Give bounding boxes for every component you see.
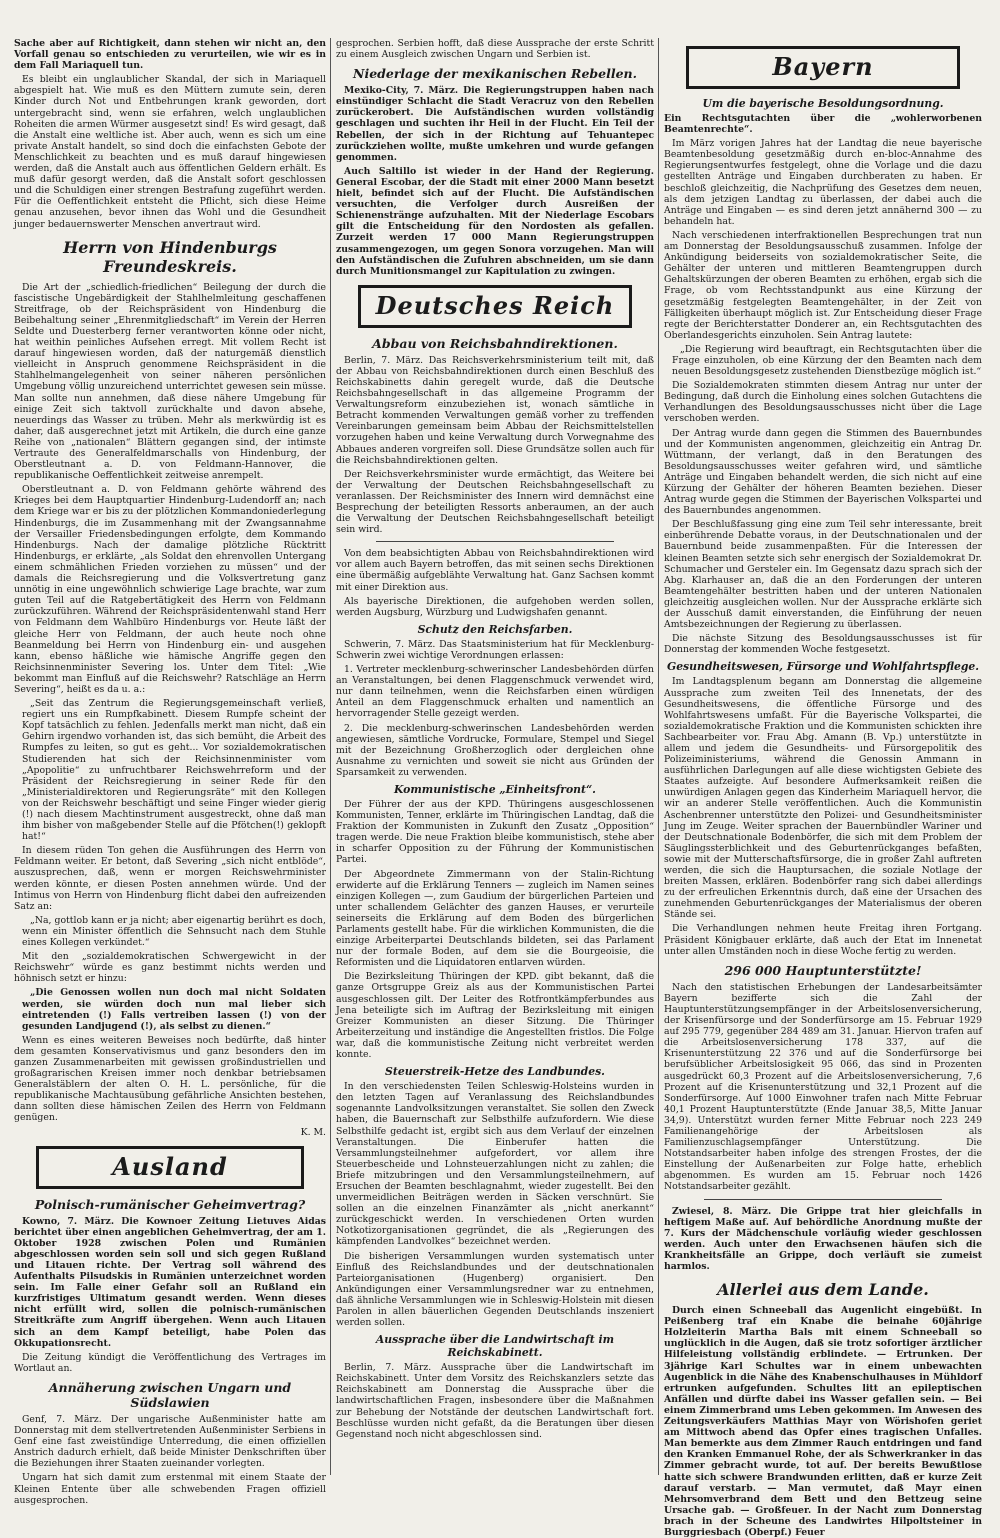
article-headline: Gesundheitswesen, Fürsorge und Wohlfahrtspflege.	[666, 660, 980, 674]
paragraph: Wenn es eines weiteren Beweises noch bedürfte, daß hinter dem gesamten Konservativismus und ganz besonders den im ganzen Zusammenarbeiten mit gewissen großindustriellen und großagrarischen Kreisen immer noch denkbar betriebsamen Generalstäblern der alten O. H. L. persönliche, für die republikanische Machtausübung gefährliche Ansichten bestehen, dann sollten diese hämischen Zeilen des Herrn von Feldmann genügen.	[14, 1034, 326, 1124]
section-header-ausland	[36, 1146, 304, 1189]
paragraph: Im Landtagsplenum begann am Donnerstag die allgemeine Aussprache zum zweiten Teil des Innenetats, der des Gesundheitswesens, die öffentliche Fürsorge und des Wohlfahrtswesens umfaßt. Für die Bayerische Volkspartei, die sozialdemokratische Fraktion und die Kommunisten schickten ihre Sachbearbeiter vor. Frau Abg. Amann (B. Vp.) unterstützte in allem und jedem die Gesundheits- und Fürsorgepolitik des Polizeiministeriums, während die Genossin Ammann in ausführlichen Darlegungen auf alle diese wichtigsten Gebiete des Staates aufzeigte. Auf besondere Aufmerksamkeit reißen die unwürdigen Anlagen gegen das Kinderheim Mariaquell hervor, die wir an anderer Stelle veröffentlichen. Auch die Kommunistin Aschenbrenner unterstützte den Polizei- und Gesundheitsminister Jung im Zeuge. Weiter sprachen der Bauernbündler Wariner und der Deutschnationale Bodenbörfer, die sich mit dem Problem der Säuglingssterblichkeit und des Geburtenrückganges befaßten, sowie mit der Mutterschaftsfürsorge, die in großer Zahl auftreten werden, die sich die Hauptursachen, die soziale Notlage der breiten Massen, erklären. Bodenbörfer rang sich dabei allerdings zu der erfreulichen Erkenntnis durch, daß eine der Ursachen des zunehmenden Geburtenrückganges der Materialismus der oberen Stände sei.	[664, 676, 982, 921]
paragraph: In diesem rüden Ton gehen die Ausführungen des Herrn von Feldmann weiter. Er betont, daß Severing „sich nicht entblöde“, auszusprechen, daß, wenn er morgen Reichswehrminister werden könnte, er diesen Posten annehmen würde. Und der Intimus von Herrn von Hindenburg flicht dabei den aufreizenden Satz an:	[14, 845, 326, 912]
article-headline: Polnisch-rumänischer Geheimvertrag?	[34, 1196, 306, 1212]
paragraph: Die bisherigen Versammlungen wurden systematisch unter Einfluß des Reichslandbundes und der deutschnationalen Parteiorganisationen (Hugenberg) organisiert. Den Ankündigungen einer Versammlungsredner war zu entnehmen, daß ähnliche Versammlungen wie in Schleswig-Holstein mit diesen Parolen in allen bäuerlichen Gegenden Deutschlands inszeniert werden sollen.	[336, 1250, 654, 1329]
article-headline: Allerlei aus dem Lande.	[717, 1280, 929, 1300]
paragraph: Zwiesel, 8. März. Die Grippe trat hier gleichfalls in heftigem Maße auf. Auf behördliche Anordnung mußte der 7. Kurs der Mädchenschule vorläufig wieder geschlossen werden. Auch unter den Erwachsenen häufen sich die Krankheitsfälle an Grippe, doch verläuft sie zumeist harmlos.	[664, 1205, 982, 1272]
paragraph: Der Führer der aus der KPD. Thüringens ausgeschlossenen Kommunisten, Tenner, erklärte im Thüringischen Landtag, daß die Fraktion der Kommunisten in Zukunft den Zusatz „Opposition“ tragen werde. Die neue Fraktion bleibe kommunistisch, stehe aber in scharfer Opposition zu der Führung der Kommunistischen Partei.	[336, 798, 654, 866]
article-headline: Kommunistische „Einheitsfront“.	[394, 782, 596, 796]
column-rule	[330, 38, 331, 1475]
paragraph: Oberstleutnant a. D. von Feldmann gehörte während des Krieges bei dem Hauptquartier Hindenburg-Ludendorff an; nach dem Kriege war er bis zu der plötzlichen Kommandoniederlegung Hindenburgs, die im Zusammenhang mit der Zwangsannahme der Versailler Friedensbedingungen erfolgte, dem Kommando Hindenburgs. Nach der damalige plötzliche Rücktritt Hindenburgs, er erklärte, „als Soldat den ehrenvollen Untergang einem schmählichen Frieden vorziehen zu müssen“ und der damals die Reichsregierung und die Volksvertretung ganz unnötig in eine ungewöhnlich schwierige Lage brachte, war zum guten Teil auf die Ratgebertätigkeit des Herrn von Feldmann zurückzuführen. Während der Reichspräsidentenwahl stand Herr von Feldmann dem Wahlbüro Hindenburgs vor. Heute läßt der gleiche Herr von Feldmann, der auch heute noch ohne Beanmeldung bei Herrn von Hindenburg ein- und ausgehen kann, ebenso häßliche wie hämische Angriffe gegen den Reichsinnenminister Severing los. Unter dem Titel: „Wie bekommt man Einfluß auf die Reichswehr? Ratschläge an Herrn Severing“, heißt es da u. a.:	[14, 484, 326, 695]
paragraph: Kowno, 7. März. Die Kownoer Zeitung Lietuves Aidas berichtet über einen angeblichen Geheimvertrag, der am 1. Oktober 1928 zwischen Polen und Rumänien abgeschlossen worden sein soll und sich gegen Rußland und Litauen richte. Der Vertrag soll während des Aufenthalts Pilsudskis in Rumänien unterzeichnet worden sein. Im Falle einer Gefahr soll an Rußland ein kurzfristiges Ultimatum gesandt werden. Wenn dieses nicht erfüllt wird, sollen die polnisch-rumänischen Streitkräfte zum Angriff übergehen. Wenn auch Litauen sich an dem Kampf beteiligt, habe Polen das Okkupationsrecht.	[14, 1215, 326, 1349]
paragraph: Genf, 7. März. Der ungarische Außenminister hatte am Donnerstag mit dem stellvertretenden Außenminister Serbiens in Genf eine fast zweistündige Unterredung, die einen offiziellen Anstrich dadurch erhielt, daß beide Minister Denkschriften über die Beziehungen ihrer Staaten zueinander vorlegten.	[14, 1413, 326, 1470]
paragraph: 2. Die mecklenburg-schwerinschen Landesbehörden werden angewiesen, sämtliche Vordrucke, Formulare, Stempel und Siegel mit der Bezeichnung Großherzoglich oder dergleichen ohne Ausnahme zu vernichten und soweit sie nicht aus Gründen der Sparsamkeit zu verwenden.	[336, 722, 654, 778]
paragraph: Der Abgeordnete Zimmermann von der Stalin-Richtung erwiderte auf die Erklärung Tenners — zugleich im Namen seines einzigen Kollegen —, zum Gaudium der bürgerlichen Parteien und unter schallendem Gelächter des ganzen Hauses, er verurteile seinerseits die Erklärung auf dem Boden des bürgerlichen Parlaments gestellt habe. Für die wirklichen Kommunisten, die die einzige Arbeiterpartei Deutschlands bildeten, sei das Parlament nur der formale Boden, auf dem sie die Bourgeoisie, die Reformisten und die Liquidatoren entlarven würden.	[336, 868, 654, 969]
article-headline: Annäherung zwischen Ungarn und Südslawien	[48, 1379, 292, 1410]
quote-paragraph: „Seit das Zentrum die Regierungsgemeinschaft verließ, regiert uns ein Rumpfkabinett. Diesem Rumpfe scheint der Kopf tatsächlich zu fehlen. Jedenfalls merkt man nicht, daß ein Gehirn irgendwo vorhanden ist, das sich bemüht, die Arbeit des Rumpfes zu leiten, so gut es geht... Vor sozialdemokratischen Studierenden hat sich der Reichsinnenminister vom „Apopolitie“ zu unfruchtbarer Reichswehrreform und der Präsident der Reichsregierung in seiner Rede für den „Ministerialdirektoren und Regierungsräte“ mit den Kollegen von der Reichswehr beschäftigt und seine Finger wieder gierig (!) nach diesem Machtinstrument ausgestreckt, ohne daß man ihm bisher von maßgebender Stelle auf die Pfötchen(!) geklopft hat!“	[22, 698, 326, 843]
article-headline: Aussprache über die Landwirtschaft im Reichskabinett.	[375, 1333, 615, 1360]
column-rule	[658, 38, 659, 1475]
section-header-bayern	[686, 46, 960, 89]
column-1	[14, 38, 326, 1506]
paragraph: Mit den „sozialdemokratischen Schwergewicht in der Reichswehr“ würde es ganz bestimmt nichts werden und höhnisch setzt er hinzu:	[14, 951, 326, 985]
article-headline: Abbau von Reichsbahndirektionen.	[372, 335, 618, 351]
paragraph: Die Bezirksleitung Thüringen der KPD. gibt bekannt, daß die ganze Ortsgruppe Greiz als aus der Kommunistischen Partei ausgeschlossen gilt. Der Leiter des Rotfrontkämpferbundes aus Jena beteiligte sich im Auftrag der Bezirksleitung mit einigen Greizer Kommunisten an dieser Sitzung. Die Thüringer Arbeiterzeitung und inständige die Angestellten fristlos. Die Folge war, daß die kommunistische Zeitung nicht verbreitet werden konnte.	[336, 971, 654, 1061]
paragraph: Nach den statistischen Erhebungen der Landesarbeitsämter Bayern bezifferte sich die Zahl der Hauptunterstützungsempfänger in der Arbeitslosenversicherung, der Krisenfürsorge und der Sonderfürsorge am 15. Februar 1929 auf 295 779, gegenüber 284 489 am 31. Januar. Hiervon trafen auf die Arbeitslosenversicherung 178 337, auf die Krisenunterstützung 22 376 und auf die Sonderfürsorge bei berufsüblicher Arbeitslosigkeit 95 066, das sind in Prozenten ausgedrückt 60,3 Prozent auf die Arbeitslosenversicherung, 7,6 Prozent auf die Krisenunterstützung und 32,1 Prozent auf die Sonderfürsorge. Auf 1000 Einwohner trafen nach Mitte Februar 40,1 Prozent Hauptunterstützte (Ende Januar 38,5, Mitte Januar 34,9). Unterstützt wurden ferner Mitte Februar noch 223 249 Familienangehörige der Arbeitslosen als Familienzuschlagsempfänger Unterstützung. Die Notstandsarbeiter haben infolge des strengen Frostes, der die Einstellung der Außenarbeiten zur Folge hatte, erheblich abgenommen. Es wurden am 15. Februar noch 1426 Notstandsarbeiter gezählt.	[664, 981, 982, 1193]
column-2	[336, 38, 654, 1475]
article-subheadline: Ein Rechtsgutachten über die „wohlerworbenen Beamtenrechte“.	[664, 113, 982, 136]
paragraph: Die Art der „schiedlich-friedlichen“ Beilegung der durch die fascistische Ungebärdigkeit der Stahlhelmleitung geschaffenen Streitfrage, ob der Reichspräsident von Hindenburg die Beibehaltung seiner „Ehrenmitgliedschaft“ im Verein der Herren Seldte und Duesterberg ferner verantworten könne oder nicht, hat weithin peinliches Aufsehen erregt. Mit vollem Recht ist darauf hingewiesen worden, daß der naturgemäß dienstlich vielleicht in Anspruch genommene Reichspräsident in die Stahlhelmangelegenheit von seiner näheren persönlichen Umgebung völlig unzureichend unterrichtet gewesen sein müsse. Man sollte nun annehmen, daß diese nähere Umgebung für einige Zeit sich taktvoll zurückhalte und davon absehe, neuerdings das Wasser zu trüben. Mehr als merkwürdig ist es daher, daß ausgerechnet jetzt mit Artikeln, die durch eine ganze Reihe von „nationalen“ Blättern gegangen sind, der intimste Vertraute des Generalfeldmarschalls von Hindenburg, der Oberstleutnant a. D. von Feldmann-Hannover, die republikanische Oeffentlichkeit zeitweise anrempelt.	[14, 281, 326, 482]
paragraph: Nach verschiedenen interfraktionellen Besprechungen trat nun am Donnerstag der Besoldungsausschuß zusammen. Infolge der Ankündigung beiderseits von sozialdemokratischer Seite, die Gehälter der unteren und mittleren Beamtengruppen durch Gehaltskürzungen der oberen Beamten zu erhöhen, ergab sich die Frage, ob vom Rechtsstandpunkt aus eine Kürzung der gesetzmäßig festgelegten Beamtengehälter, in der Zeit von Fälligkeiten überhaupt möglich ist. Zur Entscheidung dieser Frage regte der Berichterstatter Donderer an, ein Rechtsgutachten des Oberlandesgerichts einzuholen. Sein Antrag lautete:	[664, 229, 982, 341]
divider	[376, 541, 614, 542]
paragraph: Auch Saltillo ist wieder in der Hand der Regierung. General Escobar, der die Stadt mit einer 2000 Mann besetzt hielt, befindet sich auf der Flucht. Die Aufständischen versuchten, die Verfolger durch Ausreißen der Schienenstränge aufzuhalten. Mit der Niederlage Escobars gilt die Entscheidung für den Nordosten als gefallen. Zurzeit werden 17 000 Mann Regierungstruppen zusammengezogen, um gegen Sonora vorzugehen. Man will den Aufständischen die Zufuhren abschneiden, um sie dann durch Munitionsmangel zur Kapitulation zu zwingen.	[336, 165, 654, 277]
article-headline: Steuerstreik-Hetze des Landbundes.	[385, 1065, 605, 1079]
article-headline: Herrn von Hindenburgs Freundeskreis.	[63, 237, 277, 276]
paragraph: Von dem beabsichtigten Abbau von Reichsbahndirektionen wird vor allem auch Bayern betroffen, das mit seinen sechs Direktionen eine übermäßig aufgeblähte Verwaltung hat. Ganz Sachsen kommt mit einer Direktion aus.	[336, 548, 654, 593]
article-headline: 296 000 Hauptunterstützte!	[724, 962, 922, 978]
section-header-deutsches-reich	[358, 285, 632, 328]
column-3	[664, 38, 982, 1538]
section-title: Ausland	[112, 1151, 228, 1181]
paragraph: Berlin, 7. März. Aussprache über die Landwirtschaft im Reichskabinett. Unter dem Vorsitz des Reichskanzlers setzte das Reichskabinett am Donnerstag die Aussprache über die landwirtschaftlichen Fragen, insbesondere über die Maßnahmen zur Behebung der Notstände der deutschen Landwirtschaft fort. Beschlüsse wurden nicht gefaßt, da die Beratungen über diesen Gegenstand noch nicht abgeschlossen sind.	[336, 1362, 654, 1440]
section-title: Bayern	[772, 52, 874, 81]
paragraph: Der Antrag wurde dann gegen die Stimmen des Bauernbundes und der Kommunisten angenommen, gleichzeitig ein Antrag Dr. Wüttmann, der verlangt, daß in den Beratungen des Besoldungsausschusses weiter gefahren wird, und sämtliche Anträge und Eingaben behandelt werden, die sich nicht auf eine Kürzung der Gehälter der höheren Beamten beziehen. Dieser Antrag wurde gegen die Stimmen der Bayerischen Volkspartei und des Bauernbundes angenommen.	[664, 427, 982, 517]
paragraph: Berlin, 7. März. Das Reichsverkehrsministerium teilt mit, daß der Abbau von Reichsbahndirektionen durch einen Beschluß des Reichskabinetts dahin geregelt wurde, daß die Deutsche Reichsbahngesellschaft in das allgemeine Programm der Verwaltungsreform einzubeziehen ist, wonach sämtliche in Betracht kommenden Verwaltungen gemäß vorher zu treffenden Vereinbarungen gemeinsam beim Abbau der Reichsmittelstellen vorzugehen haben und keine Verwaltung durch Vorwegnahme des Abbaues anderen vorgreifen soll. Diese Grundsätze sollen auch für die Reichsbahndirektionen gelten.	[336, 354, 654, 466]
article-headline: Um die bayerische Besoldungsordnung.	[702, 97, 944, 110]
paragraph: gesprochen. Serbien hofft, daß diese Aussprache der erste Schritt zu einem Ausgleich zwischen Ungarn und Serbien ist.	[336, 38, 654, 61]
quote-paragraph: „Na, gottlob kann er ja nicht; aber eigenartig berührt es doch, wenn ein Minister öffentlich die Sehnsucht nach dem Stuhle eines Kollegen verkündet.“	[22, 914, 326, 949]
paragraph: In den verschiedensten Teilen Schleswig-Holsteins wurden in den letzten Tagen auf Veranlassung des Reichslandbundes sogenannte Landvolksitzungen veranstaltet. Sie sollen den Zweck haben, die Bauernschaft zur Selbsthilfe aufzufordern. Wie diese Selbsthilfe gedacht ist, ergibt sich aus dem Verlauf der einzelnen Veranstaltungen. Die Einberufer hatten die Versammlungsteilnehmer aufgefordert, vor allem ihre Steuerbescheide und Lohnsteuerzahlungen nicht zu zahlen; die Briefe mitzubringen und den Versammlungsteilnehmern, auf Ersuchen der Beamten beschlagnahmt, wieder zugestellt. Bei den unvermeidlichen Beiträgen werden in Säcken verschnürt. Sie sollen an die einzelnen Finanzämter als „nicht anerkannt“ zurückgeschickt werden. In verschiedenen Orten wurden Notkotizorganisationen gegründet, die als „Regierungen des kämpfenden Landvolkes“ bezeichnet werden.	[336, 1081, 654, 1248]
paragraph: 1. Vertreter mecklenburg-schwerinscher Landesbehörden dürfen an Veranstaltungen, bei denen Flaggenschmuck verwendet wird, nur dann teilnehmen, wenn die Reichsfarben einen würdigen Anteil an dem Flaggenschmuck erhalten und namentlich an hervorragender Stelle gezeigt werden.	[336, 664, 654, 720]
paragraph: Es bleibt ein unglaublicher Skandal, der sich in Mariaquell abgespielt hat. Wie muß es den Müttern zumute sein, deren Kinder durch Not und Entbehrungen krank geworden, dort untergebracht sind, wenn sie erfahren, welch unglaublichen Roheiten die armen Würmer ausgesetzt sind! Es wird gesagt, daß die Anstalt eine weltliche ist. Aber auch, wenn es sich um eine private Anstalt handelt, so sind doch die einfachsten Gebote der Menschlichkeit zu beachten und es muß darauf hingewiesen werden, daß die Anstalt auch aus öffentlichen Geldern erhält. Es muß dafür gesorgt werden, daß die Anstalt sofort geschlossen und die Schuldigen einer strengen Bestrafung zugeführt werden. Für die Oeffentlichkeit entsteht die Pflicht, sich diese Heime genau anzusehen, bevor ihnen das Wohl und die Gesundheit junger bedauernswerter Menschen anvertraut wird.	[14, 74, 326, 230]
paragraph: Im März vorigen Jahres hat der Landtag die neue bayerische Beamtenbesoldung gesetzmäßig durch en-bloc-Annahme des Regierungsentwurfes festgelegt, ohne die Vorlage und die dazu gestellten Anträge und Eingaben durchberaten zu haben. Er beschloß gleichzeitig, die Nachprüfung des Gesetzes dem neuen, als dem jetzigen Landtag zu überlassen, der dabei auch die Anträge und Eingaben — es sind deren jetzt annähernd 300 — zu behandeln hat.	[664, 138, 982, 227]
quote-paragraph: „Die Genossen wollen nun doch mal nicht Soldaten werden, sie würden doch nun mal lieber sich eintretenden (!) Falls vertreiben lassen (!) von der gesunden Landjugend (!), als selbst zu dienen.“	[22, 987, 326, 1032]
divider	[704, 1199, 942, 1200]
article-headline: Niederlage der mexikanischen Rebellen.	[353, 66, 637, 82]
paragraph: Als bayerische Direktionen, die aufgehoben werden sollen, werden Augsburg, Würzburg und Ludwigshafen genannt.	[336, 595, 654, 618]
section-title: Deutsches Reich	[375, 290, 615, 320]
article-headline: Schutz den Reichsfarben.	[417, 622, 573, 636]
paragraph: Die nächste Sitzung des Besoldungsausschusses ist für Donnerstag der kommenden Woche festgesetzt.	[664, 633, 982, 656]
paragraph: Die Sozialdemokraten stimmten diesem Antrag nur unter der Bedingung, daß durch die Einholung eines solchen Gutachtens die Verhandlungen des Besoldungsausschusses nicht über die Lage verschoben werden.	[664, 380, 982, 425]
author-signature: K. M.	[300, 1126, 326, 1138]
paragraph: Sache aber auf Richtigkeit, dann stehen wir nicht an, den Vorfall genau so entschieden zu verurteilen, wie wir es in dem Fall Mariaquell tun.	[14, 38, 326, 72]
paragraph: Mexiko-City, 7. März. Die Regierungstruppen haben nach einstündiger Schlacht die Stadt Veracruz von den Rebellen zurückerobert. Die Aufständischen wurden vollständig geschlagen und suchten ihr Heil in der Flucht. Ein Teil der Rebellen, der sich in der Richtung auf Tehuantepec zurückziehen wollte, mußte umkehren und wurde gefangen genommen.	[336, 85, 654, 163]
paragraph: Der Reichsverkehrsminister wurde ermächtigt, das Weitere bei der Verwaltung der Deutschen Reichsbahngesellschaft zu veranlassen. Der Reichsminister des Innern wird demnächst eine Besprechung der beteiligten Ressorts anberaumen, an der auch die Verwaltung der Deutschen Reichsbahngesellschaft beteiligt sein wird.	[336, 468, 654, 536]
paragraph: Die Zeitung kündigt die Veröffentlichung des Vertrages im Wortlaut an.	[14, 1351, 326, 1374]
quote-paragraph: „Die Regierung wird beauftragt, ein Rechtsgutachten über die Frage einzuholen, ob eine Kürzung der den Beamten nach dem neuen Besoldungsgesetz zustehenden Dienstbezüge möglich ist.“	[672, 343, 982, 378]
paragraph: Die Verhandlungen nehmen heute Freitag ihren Fortgang. Präsident Königbauer erklärte, daß auch der Etat im Innenetat unter allen Umständen noch in diese Woche fertig zu werden.	[664, 923, 982, 957]
paragraph: Durch einen Schneeball das Augenlicht eingebüßt. In Peißenberg traf ein Knabe die beinahe 60jährige Holzleiterin Martha Bals mit einem Schneeball so unglücklich in die Augen, daß sie trotz sofortiger ärztlicher Hilfeleistung vollständig erblindete. — Ertrunken. Der 3jährige Karl Schultes war in einem unbewachten Augenblick in die Nähe des Knabenschulhauses in Mühldorf ertrunken aufgefunden. Schultes litt an epileptischen Anfällen und dürfte dabei ins Wasser gefallen sein. — Bei einem Zimmerbrand ums Leben gekommen. Im Anwesen des Zeitungsverkäufers Matthias Mayr von Wörishofen geriet am Mittwoch abend das Opfer eines tragischen Unfalles. Man bemerkte aus dem Zimmer Rauch entdringen und fand den Kranken Emmanuel Rohe, der als Schwerkranker in das Zimmer gebracht wurde, tot auf. Der bereits Bewußtlose hatte sich schwere Brandwunden erlitten, daß er kurze Zeit darauf verstarb. — Man vermutet, daß Mayr einen Mehrsomverbrand dem Bett und den Bettzeug seine Ursache gab. — Großfeuer. In der Nacht zum Donnerstag brach in der Scheune des Landwirtes Hilpoltsteiner in Burggriesbach (Oberpf.) Feuer	[664, 1305, 982, 1538]
paragraph: Schwerin, 7. März. Das Staatsministerium hat für Mecklenburg-Schwerin zwei wichtige Verordnungen erlassen:	[336, 638, 654, 661]
paragraph: Der Beschlußfassung ging eine zum Teil sehr interessante, breit einberührende Debatte voraus, in der Deutschnationalen und der Bauernbund beide zusammenpaßten. Für die Interessen der kleinen Beamten setzte sich sehr energisch der Sozialdemokrat Dr. Schumacher und Gersteler ein. Im Gegensatz dazu sprach sich der Abg. Klarhauser an, daß die an den Forderungen der unteren Beamtengehälter bestritten haben und der unteren Nationalen gleichzeitig ausgleichen wollen. Nur der Aussprache erklärte sich der Ausschuß damit einverstanden, die Einführung der neuen Amtsbezeichnungen der Regierung zu überlassen.	[664, 519, 982, 631]
paragraph: Ungarn hat sich damit zum erstenmal mit einem Staate der Kleinen Entente über alle schwebenden Fragen offiziell ausgesprochen.	[14, 1472, 326, 1506]
